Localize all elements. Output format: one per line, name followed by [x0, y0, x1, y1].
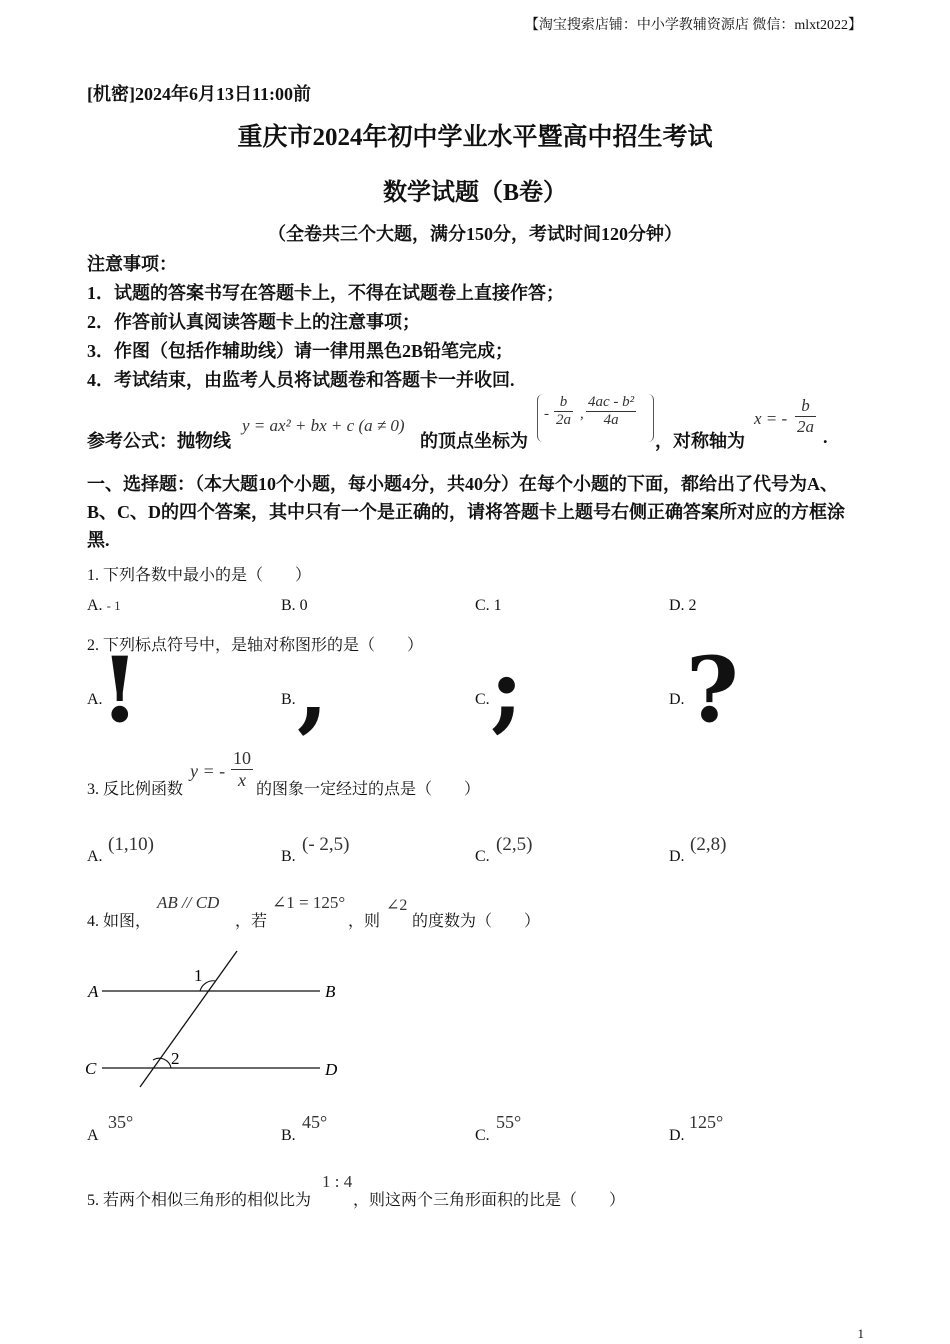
q4-option-a: A — [87, 1127, 99, 1144]
question-4-stem-a: 4. 如图， — [87, 913, 152, 930]
q4-option-d-value: 125° — [689, 1112, 724, 1132]
transversal-line — [140, 951, 237, 1087]
label-a: A — [88, 982, 99, 1001]
note-item: 2．作答前认真阅读答题卡上的注意事项； — [87, 312, 420, 332]
axis-lhs: x = - — [754, 409, 788, 428]
exam-title: 重庆市2024年初中学业水平暨高中招生考试 — [237, 124, 713, 151]
exam-info: （全卷共三个大题，满分150分，考试时间120分钟） — [268, 224, 682, 244]
label-b: B — [325, 982, 336, 1001]
section-1-instructions: 一、选择题：（本大题10个小题，每小题4分，共40分）在每个小题的下面，都给出了代号为A、B、C、D的四个答案，其中只有一个是正确的，请将答题卡上题号右侧正确答案所对应的方框涂黑. — [87, 474, 845, 550]
page-number: 1 — [857, 1326, 864, 1341]
question-4-stem-d: 的度数为（ ） — [412, 913, 541, 930]
q1-option-b: B. 0 — [281, 597, 308, 614]
question-2-stem: 2. 下列标点符号中，是轴对称图形的是（ ） — [87, 637, 424, 654]
question-3-stem-a: 3. 反比例函数 — [87, 781, 184, 798]
note-item: 4．考试结束，由监考人员将试题卷和答题卡一并收回. — [87, 370, 515, 390]
q4-angle-1: ∠1 = 125° — [272, 893, 346, 912]
axis-fraction: $\frac{b}{2a}$ — [797, 396, 814, 436]
q2-option-d: D. — [669, 691, 685, 708]
vertex-y-fraction: $\frac{\text{4ac - b²}}{4a}$ — [588, 394, 635, 428]
question-1-stem: 1. 下列各数中最小的是（ ） — [87, 567, 312, 584]
confidential-line: [机密]2024年6月13日11:00前 — [87, 84, 311, 104]
q2-option-b: B. — [281, 691, 296, 708]
q4-option-c: C. — [475, 1127, 490, 1144]
q4-option-c-value: 55° — [496, 1112, 522, 1132]
q1-option-c: C. 1 — [475, 597, 502, 614]
header-note: 【淘宝搜索店铺：中小学教辅资源店 微信：mlxt2022】 — [524, 18, 862, 33]
question-4-stem-c: ，则 — [348, 913, 381, 930]
comma-glyph: , — [297, 637, 329, 743]
question-4-stem-b: ，若 — [235, 913, 268, 930]
formula-end: . — [823, 427, 828, 447]
q3-option-b-value: (- 2,5) — [302, 834, 350, 855]
exam-subtitle: 数学试题（B卷） — [382, 180, 567, 206]
q3-option-b: B. — [281, 848, 296, 865]
q4-option-a-value: 35° — [108, 1112, 134, 1132]
q4-condition: AB // CD — [157, 893, 220, 912]
notes-heading: 注意事项： — [87, 254, 177, 274]
q1-option-a: A. - 1 — [87, 597, 121, 614]
question-3-stem-b: 的图象一定经过的点是（ ） — [256, 781, 481, 798]
q4-option-b-value: 45° — [302, 1112, 328, 1132]
formula-middle: 的顶点坐标为 — [420, 431, 528, 451]
vertex-x-fraction: $\frac{b}{2a}$ — [556, 394, 571, 428]
label-angle-1: 1 — [194, 966, 203, 985]
q3-option-c-value: (2,5) — [496, 834, 533, 855]
q3-option-d-value: (2,8) — [690, 834, 727, 855]
q5-ratio: 1 : 4 — [322, 1172, 353, 1191]
question-5-stem-b: ，则这两个三角形面积的比是（ ） — [353, 1192, 626, 1209]
parallel-lines-figure — [80, 945, 360, 1095]
label-angle-2: 2 — [171, 1049, 180, 1068]
axis-text: ，对称轴为 — [655, 431, 745, 451]
q3-fraction: $\frac{10}{x}$ — [233, 748, 251, 790]
q1-option-d: D. 2 — [669, 597, 697, 614]
question-mark-glyph: ? — [686, 637, 739, 743]
label-c: C — [85, 1059, 97, 1078]
label-d: D — [325, 1060, 338, 1079]
parabola-equation: y = ax² + bx + c (a ≠ 0) — [242, 416, 405, 435]
q3-function-lhs: y = - — [190, 761, 226, 781]
q4-option-d: D. — [669, 1127, 685, 1144]
q4-option-b: B. — [281, 1127, 296, 1144]
note-item: 3．作图（包括作辅助线）请一律用黑色2B铅笔完成； — [87, 341, 514, 361]
formula-prefix: 参考公式：抛物线 — [87, 431, 231, 451]
q3-option-c: C. — [475, 848, 490, 865]
note-item: 1．试题的答案书写在答题卡上，不得在试题卷上直接作答； — [87, 283, 564, 303]
semicolon-glyph: ; — [490, 637, 524, 743]
q4-angle-2: ∠2 — [386, 897, 408, 914]
exclamation-mark-glyph: ! — [100, 637, 140, 743]
q2-option-c: C. — [475, 691, 490, 708]
q3-option-d: D. — [669, 848, 685, 865]
q3-option-a-value: (1,10) — [108, 834, 154, 855]
q3-option-a: A. — [87, 848, 103, 865]
q2-option-a: A. — [87, 691, 103, 708]
vertex-coordinate: - $\frac{b}{2a}$ , $\frac{\text{4ac - b²}}{4a}$ — [537, 394, 654, 442]
question-5-stem-a: 5. 若两个相似三角形的相似比为 — [87, 1192, 312, 1209]
angle-2-arc — [153, 1058, 171, 1068]
